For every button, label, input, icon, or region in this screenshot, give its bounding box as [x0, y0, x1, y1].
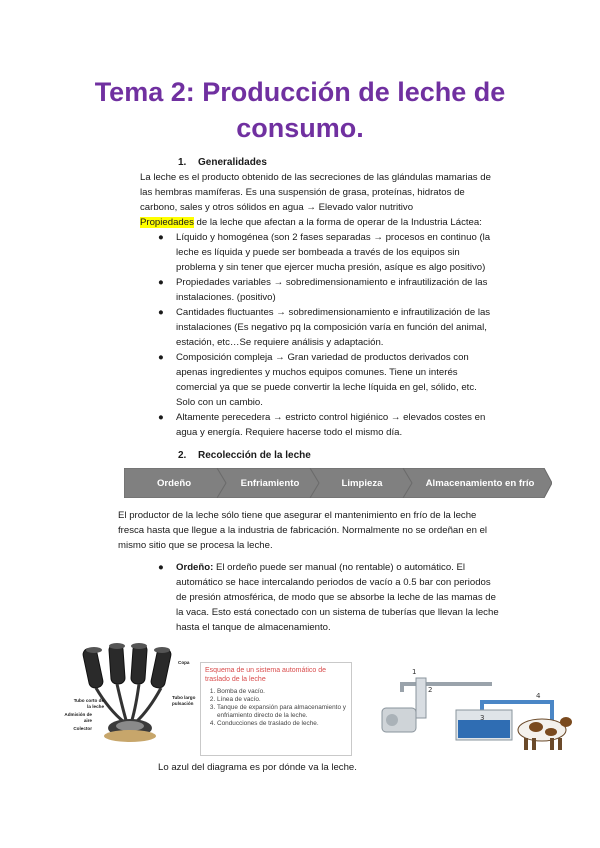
diagram-number: 2	[428, 686, 433, 694]
label-tubo-corto: Tubo corto de la leche	[73, 698, 104, 709]
diagram-number: 4	[536, 692, 541, 700]
text-line: problema y sin tener que ejercer mucha presión, asíque es algo positivo)	[176, 262, 486, 273]
list-item	[158, 350, 518, 410]
text-line: instalaciones (Es negativo pq la composición varía en función del animal,	[176, 322, 487, 333]
section-1-heading	[178, 157, 267, 168]
ordeno-list	[158, 560, 518, 635]
milking-cluster-figure	[64, 640, 198, 750]
section-2-number: 2.	[178, 450, 187, 461]
list-item	[158, 275, 518, 305]
text-line: Solo con un cambio.	[176, 397, 263, 408]
properties-text: de la leche que afectan a la forma de operar de la Industria Láctea:	[193, 217, 482, 228]
text-line: leche es líquida y puede ser bombeada a través de los equipos sin	[176, 247, 460, 258]
flow-step-limpieza: Limpieza	[341, 477, 383, 489]
text-line: de presión atmosférica, de modo que se absorbe la leche de las mamas de	[176, 592, 496, 603]
text-line: las hembras mamíferas. Es una suspensión de grasa, proteínas, hidratos de	[140, 187, 465, 198]
properties-list	[158, 230, 518, 440]
expansion-vessel	[416, 678, 426, 718]
text-line: instalaciones. (positivo)	[176, 292, 276, 303]
legend-item: 3. Tanque de expansión para almacenamiento y enfriamiento directo de la leche.	[217, 704, 347, 720]
text-line: estación, etc…Se requiere análisis y adaptación.	[176, 337, 384, 348]
bullet-icon: ●	[158, 232, 164, 243]
list-item	[158, 410, 518, 440]
text-line: Cantidades fluctuantes → sobredimensionamiento e infrautilización de las	[176, 307, 491, 318]
text-line: Líquido y homogénea (son 2 fases separadas → procesos en continuo (la	[176, 232, 491, 243]
text-line: agua y energía. Requiere hacerse todo el mismo día.	[176, 427, 403, 438]
label-tubo-largo: Tubo largo pulsación	[172, 695, 196, 706]
text-line: carbono, sales y otros sólidos en agua → Elevado valor nutritivo	[140, 202, 414, 213]
section-2-title: Recolección de la leche	[198, 450, 311, 461]
bullet-icon: ●	[158, 277, 164, 288]
title-line-2: consumo.	[236, 113, 364, 143]
flow-step-ordeno: Ordeño	[156, 477, 192, 489]
label-colector: Colector	[73, 726, 92, 731]
flow-step-enfriamiento: Enfriamiento	[240, 477, 300, 489]
list-item	[158, 560, 518, 635]
text-line: El productor de la leche sólo tiene que asegurar el mantenimiento en frío de la leche	[118, 510, 477, 521]
bullet-icon: ●	[158, 352, 164, 363]
diagram-legend	[200, 662, 352, 756]
ordeno-label: Ordeño:	[176, 562, 214, 573]
text-line: fresca hasta que llegue a la industria de fabricación. Normalmente no se ordeñan en el	[118, 525, 488, 536]
legend-title: Esquema de un sistema automático de traslado de la leche	[205, 667, 327, 683]
section-2-heading	[178, 450, 311, 461]
legend-item: 1. Bomba de vacío.	[217, 688, 347, 696]
text-line: apenas ingredientes y muchos equipos comunes. Tiene un interés	[176, 367, 458, 378]
ordeno-text: El ordeño puede ser manual (no rentable) o automático. El	[213, 562, 466, 573]
list-item	[158, 305, 518, 350]
legend-list	[205, 688, 347, 728]
bullet-icon: ●	[158, 412, 164, 423]
diagram-number: 3	[480, 714, 485, 722]
text-line: automático se hace intercalando periodos de vacío a 0.5 bar con periodos	[176, 577, 491, 588]
collection-paragraph	[118, 508, 528, 553]
list-item	[158, 230, 518, 275]
properties-line	[140, 215, 520, 230]
text-line: hasta el tanque de almacenamiento.	[176, 622, 331, 633]
legend-item: 2. Línea de vacío.	[217, 696, 347, 704]
diagram-number: 1	[412, 668, 417, 676]
bullet-icon: ●	[158, 562, 164, 573]
text-line	[176, 560, 518, 575]
text-line: comercial ya que se puede convertir la leche líquida en gel, sólido, etc.	[176, 382, 477, 393]
milking-system-illustration	[352, 662, 574, 754]
text-line: Altamente perecedera → estricto control higiénico → elevados costes en	[176, 412, 486, 423]
text-line: La leche es el producto obtenido de las secreciones de las glándulas mamarias de	[140, 172, 491, 183]
milking-system-diagram	[352, 662, 574, 754]
page-title	[0, 74, 600, 146]
intro-paragraph	[140, 170, 520, 230]
cow-figure	[518, 717, 572, 750]
label-admision: Admisión de aire	[64, 712, 92, 723]
section-1-title: Generalidades	[198, 157, 267, 168]
legend-item: 4. Conducciones de traslado de leche.	[217, 720, 347, 728]
section-1-number: 1.	[178, 157, 187, 168]
flow-step-almacenamiento: Almacenamiento en frío	[425, 477, 535, 489]
label-copa: Copa	[178, 660, 190, 665]
text-line: mismo sitio que se procesa la leche.	[118, 540, 273, 551]
text-line: la vaca. Esto está conectado con un sistema de tuberías que llevan la leche	[176, 607, 499, 618]
title-line-1: Tema 2: Producción de leche de	[94, 77, 506, 107]
process-flow	[124, 468, 552, 498]
figure-caption: Lo azul del diagrama es por dónde va la leche.	[158, 762, 357, 773]
bullet-icon: ●	[158, 307, 164, 318]
text-line: Propiedades variables → sobredimensionamiento e infrautilización de las	[176, 277, 488, 288]
highlighted-term: Propiedades	[140, 217, 194, 228]
text-line: Composición compleja → Gran variedad de productos derivados con	[176, 352, 469, 363]
